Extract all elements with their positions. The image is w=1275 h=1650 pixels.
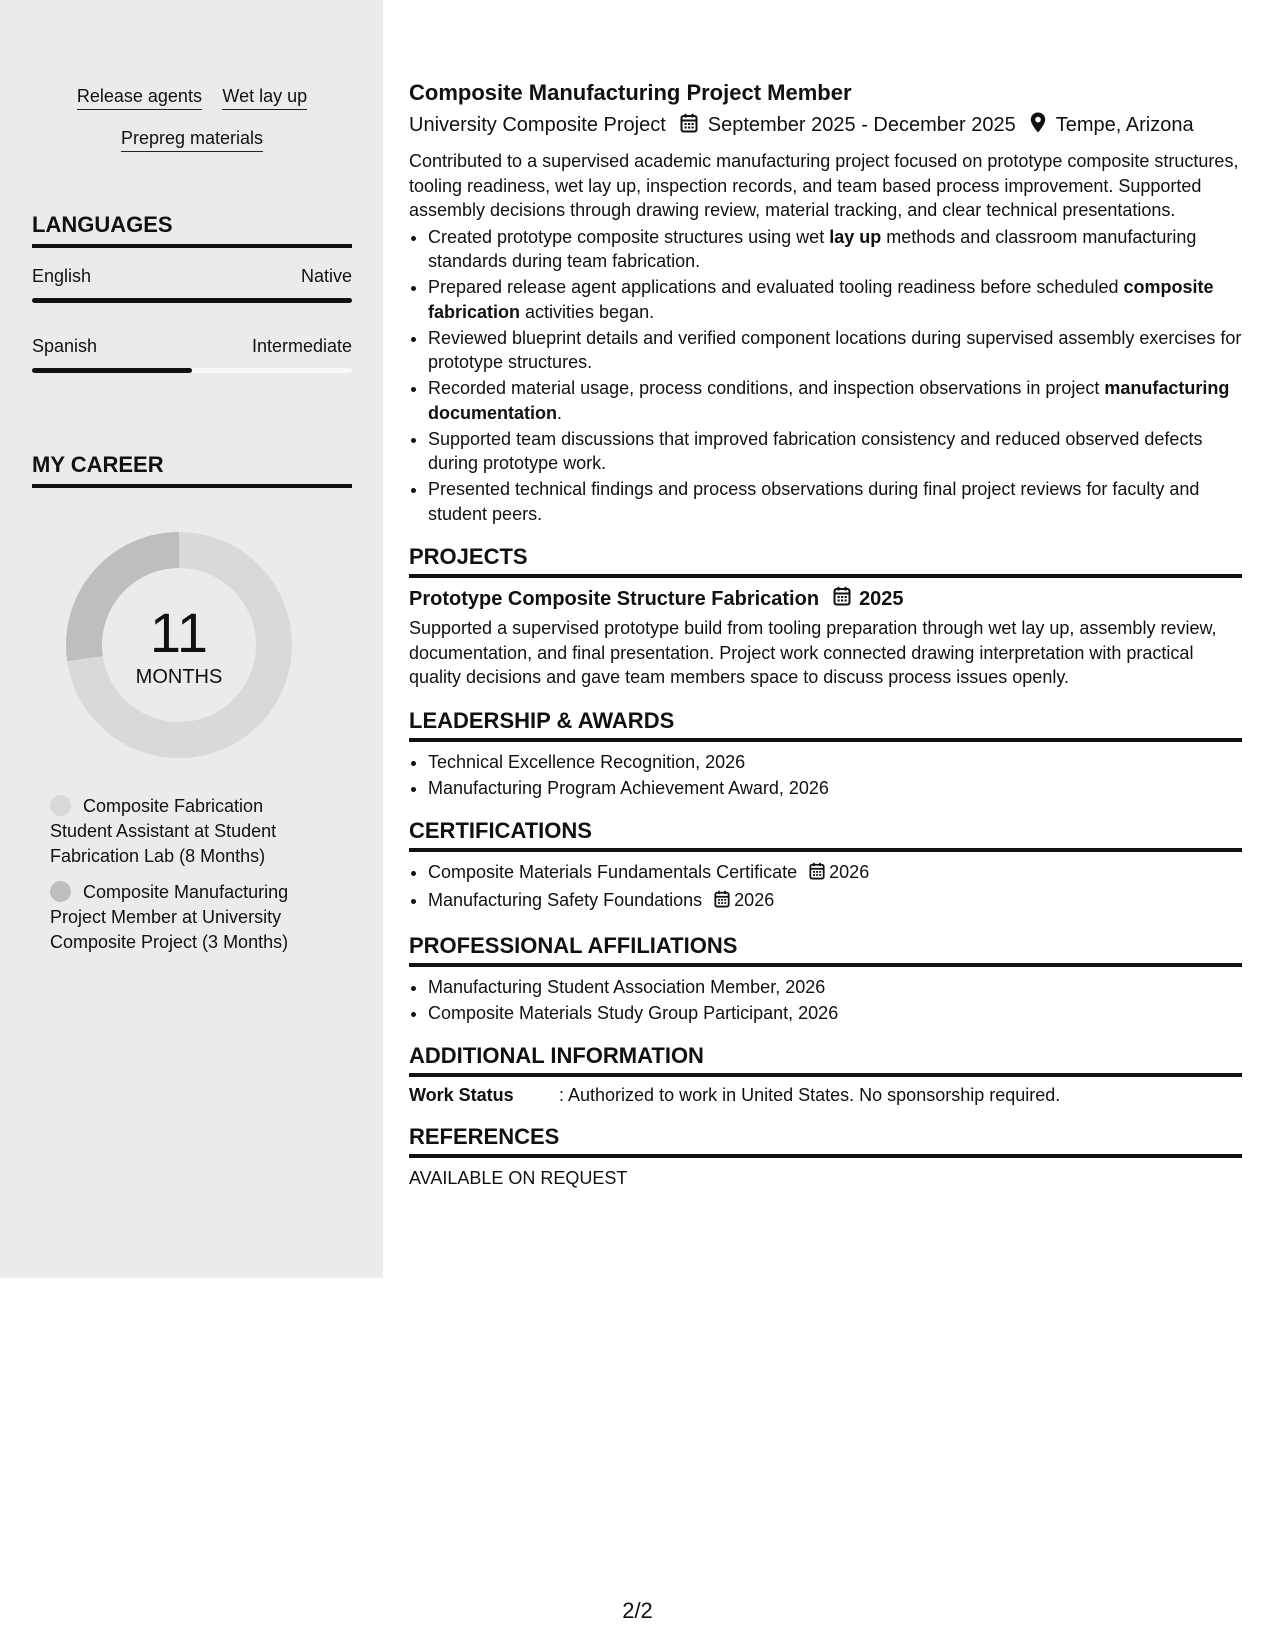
job-summary: Contributed to a supervised academic manufacturing project focused on prototype composite structures, tooling readiness, wet lay up, inspection records, and team based process improvement. Supported assembly decisions through drawing review, material tracking, and clear technical presentations. — [409, 151, 1239, 220]
skill-tag: Release agents — [77, 86, 202, 110]
career-donut-chart — [66, 532, 292, 758]
legend-text: Composite Fabrication Student Assistant at Student Fabrication Lab (8 Months) — [50, 796, 277, 866]
job-bullets — [409, 225, 1242, 527]
project-year: 2025 — [859, 587, 904, 610]
list-item: • Technical Excellence Recognition, 2026 — [428, 750, 1242, 775]
job-location: Tempe, Arizona — [1055, 114, 1194, 136]
project-title — [409, 586, 1242, 612]
work-status-label: Work Status — [409, 1085, 514, 1105]
list-item: • Composite Materials Study Group Participant, 2026 — [428, 1001, 1242, 1026]
language-name: Spanish — [32, 336, 98, 356]
skills-list — [32, 86, 352, 170]
career-unit: MONTHS — [135, 666, 223, 688]
language-row — [32, 336, 352, 386]
list-item: • Manufacturing Program Achievement Award, 2026 — [428, 776, 1242, 801]
project-description: Supported a supervised prototype build from tooling preparation through wet lay up, assembly review, documentation, and final presentation. Project work connected drawing interpretation with practical quality decisions and gave team members space to discuss process issues openly. — [409, 618, 1217, 687]
career-section — [32, 452, 352, 488]
map-pin-icon — [1030, 112, 1046, 139]
main-content — [409, 80, 1242, 1191]
legend-dot — [50, 795, 71, 816]
calendar-icon — [714, 890, 730, 915]
calendar-icon — [809, 862, 825, 887]
languages-heading: LANGUAGES — [32, 212, 352, 248]
page-number: 2/2 — [622, 1598, 653, 1623]
career-heading: MY CAREER — [32, 452, 352, 488]
language-bar-track — [32, 298, 352, 303]
certifications-list — [409, 860, 1242, 915]
calendar-icon — [680, 113, 698, 139]
leadership-list — [409, 750, 1242, 801]
project-name: Prototype Composite Structure Fabrication — [409, 587, 820, 610]
skill-tag: Wet lay up — [222, 86, 307, 110]
additional-heading: ADDITIONAL INFORMATION — [409, 1043, 1242, 1077]
work-status-value: : Authorized to work in United States. No sponsorship required. — [559, 1085, 1061, 1105]
legend-text: Composite Manufacturing Project Member at University Composite Project (3 Months) — [50, 882, 289, 952]
list-item: • Presented technical findings and process observations during final project reviews for faculty and student peers. — [428, 477, 1242, 526]
leadership-heading: LEADERSHIP & AWARDS — [409, 708, 1242, 742]
affiliations-heading: PROFESSIONAL AFFILIATIONS — [409, 933, 1242, 967]
list-item: • Manufacturing Student Association Member, 2026 — [428, 975, 1242, 1000]
certifications-heading: CERTIFICATIONS — [409, 818, 1242, 852]
language-row — [32, 266, 352, 316]
legend-dot — [50, 881, 71, 902]
career-legend-item — [50, 880, 320, 955]
list-item: • Recorded material usage, process conditions, and inspection observations in project manufacturing documentation. — [428, 376, 1242, 425]
job-dates: September 2025 - December 2025 — [707, 114, 1016, 136]
career-legend-item — [50, 794, 320, 869]
list-item: • Prepared release agent applications and evaluated tooling readiness before scheduled composite fabrication activities began. — [428, 275, 1242, 324]
language-level: Native — [300, 266, 352, 286]
job-title: Composite Manufacturing Project Member — [409, 80, 852, 105]
calendar-icon — [833, 586, 851, 612]
list-item: • Manufacturing Safety Foundations 2026 — [428, 888, 1242, 915]
skill-tag: Prepreg materials — [121, 128, 263, 152]
language-level: Intermediate — [251, 336, 352, 356]
language-bar-fill — [32, 368, 192, 373]
affiliations-list — [409, 975, 1242, 1026]
sidebar — [0, 0, 383, 1278]
language-bar-track — [32, 368, 352, 373]
career-total: 11 — [149, 601, 209, 664]
work-status — [409, 1085, 1242, 1106]
company-name: University Composite Project — [409, 114, 666, 136]
list-item: • Created prototype composite structures using wet lay up methods and classroom manufacturing standards during team fabrication. — [428, 225, 1242, 274]
references-heading: REFERENCES — [409, 1124, 1242, 1158]
job-meta — [409, 112, 1242, 139]
languages-section — [32, 212, 352, 386]
language-bar-fill — [32, 298, 352, 303]
projects-heading: PROJECTS — [409, 544, 1242, 578]
list-item: • Supported team discussions that improved fabrication consistency and reduced observed defects during prototype work. — [428, 427, 1242, 476]
references-text: AVAILABLE ON REQUEST — [409, 1168, 628, 1188]
list-item: • Composite Materials Fundamentals Certificate 2026 — [428, 860, 1242, 887]
language-name: English — [32, 266, 92, 286]
list-item: • Reviewed blueprint details and verified component locations during supervised assembly exercises for prototype structures. — [428, 326, 1242, 375]
